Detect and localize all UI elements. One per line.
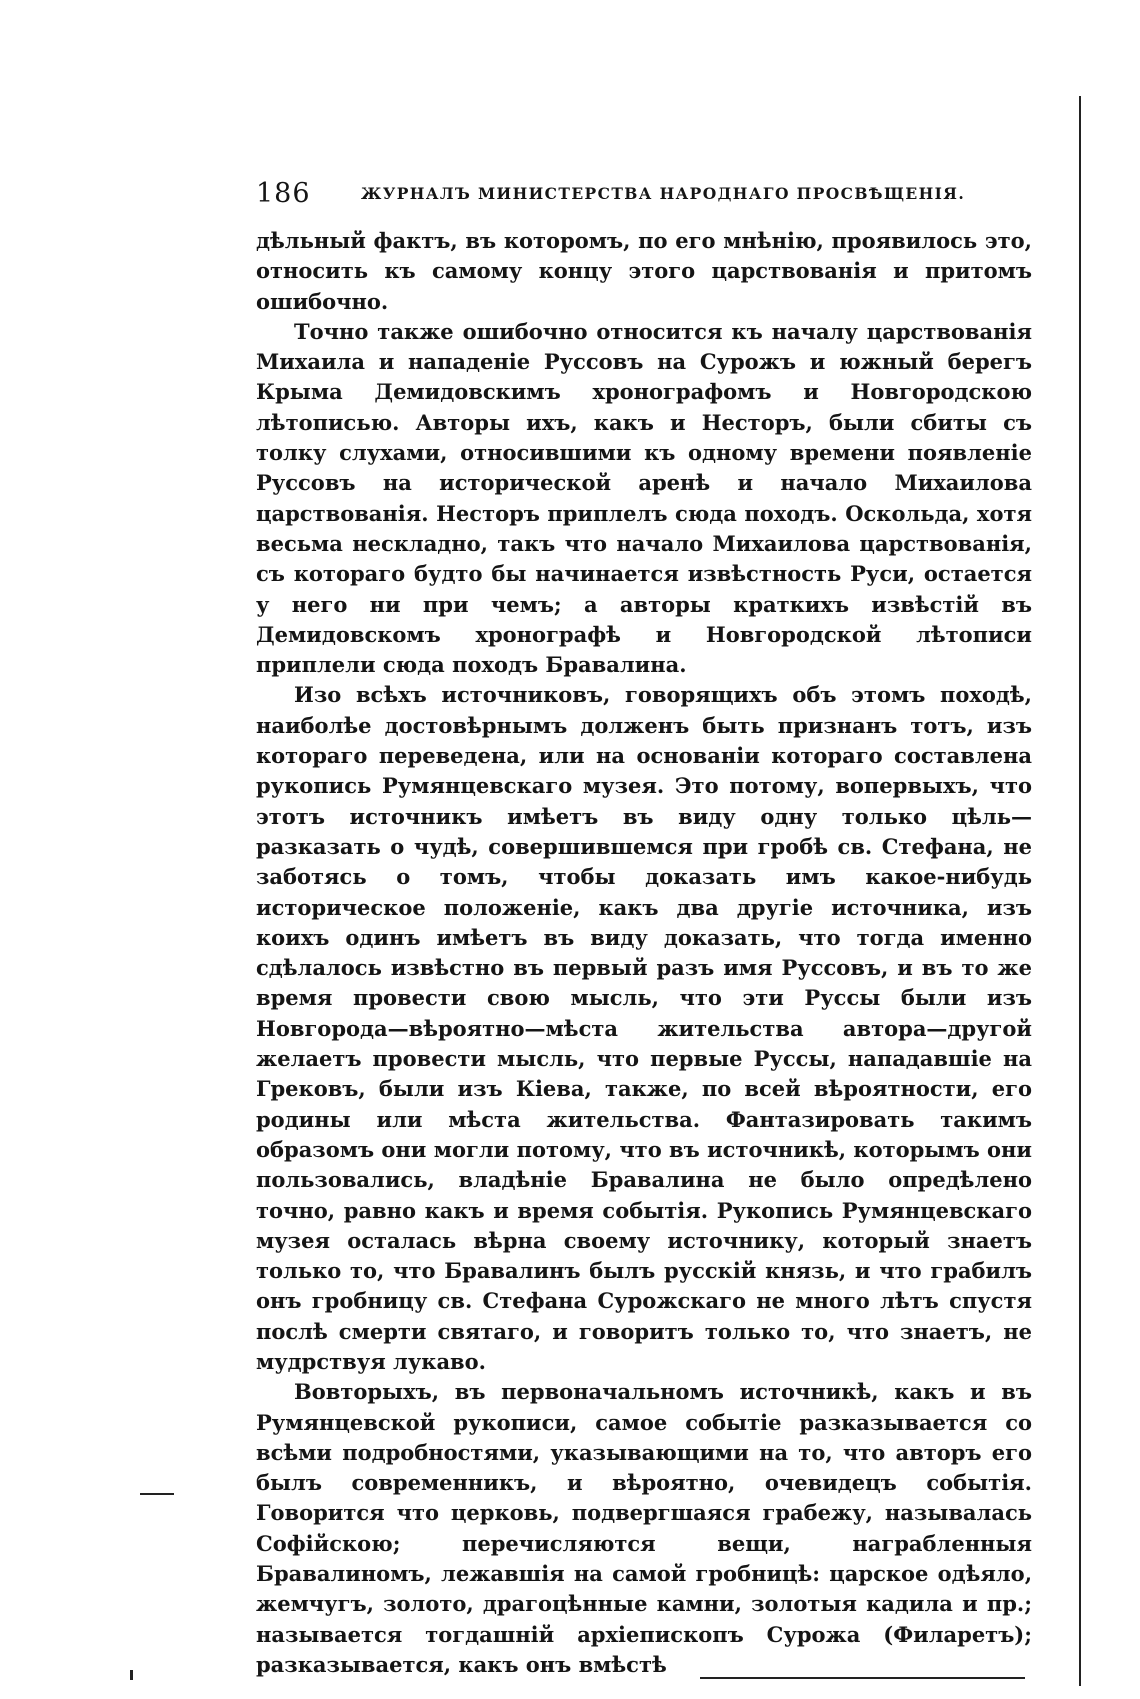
page-number: 186 [256, 178, 311, 209]
paragraph-continuation: дѣльный фактъ, въ которомъ, по его мнѣнію, проявилось это, относить къ самому концу этого царствованія и притомъ ошибочно. [256, 228, 1032, 314]
book-page [256, 170, 1032, 1680]
journal-title: ЖУРНАЛЪ МИНИСТЕРСТВА НАРОДНАГО ПРОСВѢЩЕНІЯ. [361, 184, 966, 203]
paragraph: Вовторыхъ, въ первоначальномъ источникѣ, какъ и въ Румянцевской рукописи, самое событіе разказывается со всѣми подробностями, указывающими на то, что авторъ его былъ современникъ, и вѣроятно, очевидецъ событія. Говорится что церковь, подвергшаяся грабежу, называлась Софійскою; перечисляются вещи, награбленныя Бравалиномъ, лежавшія на самой гробницѣ: царское одѣяло, жемчугъ, золото, драгоцѣнные камни, золотыя кадила и пр.; называется тогдашній архіепископъ Сурожа (Филаретъ); разказывается, какъ онъ вмѣстѣ [256, 1379, 1032, 1677]
running-head [256, 170, 1032, 210]
paragraph: Изо всѣхъ источниковъ, говорящихъ объ этомъ походѣ, наиболѣе достовѣрнымъ долженъ быть признанъ тотъ, изъ котораго переведена, или на основаніи котораго составлена рукопись Румянцевскаго музея. Это потому, вопервыхъ, что этотъ источникъ имѣетъ въ виду одну только цѣль—разказать о чудѣ, совершившемся при гробѣ св. Стефана, не заботясь о томъ, чтобы доказать имъ какое-нибудь историческое положеніе, какъ два другіе источника, изъ коихъ одинъ имѣетъ въ виду доказать, что тогда именно сдѣлалось извѣстно въ первый разъ имя Руссовъ, и въ то же время провести свою мысль, что эти Руссы были изъ Новгорода—вѣроятно—мѣста жительства автора—другой желаетъ провести мысль, что первые Руссы, нападавшіе на Грековъ, были изъ Кіева, также, по всей вѣроятности, его родины или мѣста жительства. Фантазировать такимъ образомъ они могли потому, что въ источникѣ, которымъ они пользовались, владѣніе Бравалина не было опредѣлено точно, равно какъ и время событія. Рукопись Румянцевскаго музея осталась вѣрна своему источнику, который знаетъ только то, что Бравалинъ былъ русскій князь, и что грабилъ онъ гробницу св. Стефана Сурожскаго не много лѣтъ спустя послѣ смерти святаго, и говоритъ только то, что знаетъ, не мудрствуя лукаво. [256, 682, 1032, 1374]
margin-dot-mark [130, 1670, 133, 1680]
scan-edge-line [1079, 96, 1081, 1686]
margin-dash-mark [140, 1493, 174, 1495]
body-text [256, 226, 1032, 1680]
paragraph: Точно также ошибочно относится къ началу царствованія Михаила и нападеніе Руссовъ на Сурожъ и южный берегъ Крыма Демидовскимъ хронографомъ и Новгородскою лѣтописью. Авторы ихъ, какъ и Несторъ, были сбиты съ толку слухами, относившими къ одному времени появленіе Руссовъ на исторической аренѣ и начало Михаилова царствованія. Несторъ приплелъ сюда походъ. Оскольда, хотя весьма нескладно, такъ что начало Михаилова царствованія, съ котораго будто бы начинается извѣстность Руси, остается у него ни при чемъ; а авторы краткихъ извѣстій въ Демидовскомъ хронографѣ и Новгородской лѣтописи приплели сюда походъ Бравалина. [256, 318, 1032, 678]
